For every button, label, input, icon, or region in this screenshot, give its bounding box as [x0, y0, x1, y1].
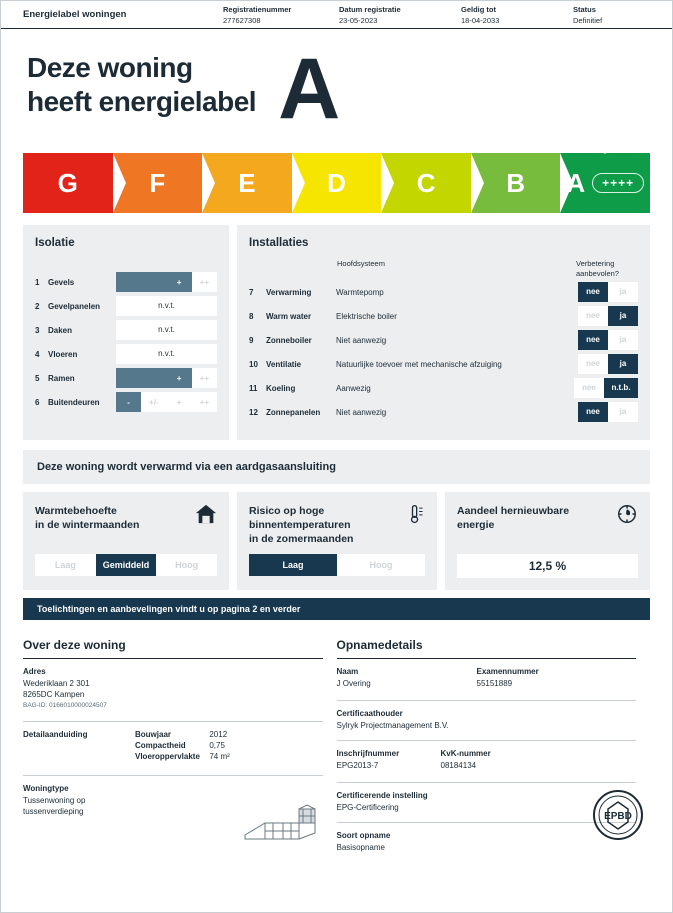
improvement-option[interactable]: nee	[578, 282, 608, 302]
svg-text:EPBD: EPBD	[604, 811, 632, 822]
over-woning-title: Over deze woning	[23, 638, 126, 652]
rating-cell: +	[167, 272, 192, 292]
row-number: 10	[249, 359, 258, 369]
rating-cell: +/-	[141, 392, 166, 412]
divider	[337, 700, 637, 701]
row-system: Niet aanwezig	[336, 335, 387, 345]
improvement-toggle[interactable]	[578, 354, 638, 374]
isolatie-row	[35, 272, 217, 292]
rating-cell	[141, 368, 166, 388]
gas-connection-strip	[23, 450, 650, 484]
improvement-option[interactable]: nee	[578, 402, 608, 422]
divider	[337, 782, 637, 783]
certificaathouder-label: Certificaathouder	[336, 709, 403, 718]
detail-key: Bouwjaar	[135, 730, 172, 739]
scale-letter: F	[149, 167, 166, 198]
document-header	[1, 1, 672, 29]
meta-value: 23-05-2023	[339, 15, 378, 25]
risico-option[interactable]: Laag	[249, 554, 337, 576]
soort-opname-value: Basisopname	[336, 843, 385, 852]
scale-letter: A	[566, 167, 586, 198]
certificaathouder-value: Sylryk Projectmanagement B.V.	[336, 721, 449, 730]
improvement-toggle[interactable]	[578, 402, 638, 422]
epbd-stamp-icon	[592, 789, 644, 846]
row-label: Verwarming	[266, 287, 312, 297]
kvk-label: KvK-nummer	[440, 749, 491, 758]
scale-notch	[202, 153, 215, 213]
meta-label: Registratienummer	[223, 4, 292, 14]
scale-notch	[292, 153, 305, 213]
energy-scale	[23, 153, 650, 213]
house-icon	[195, 503, 217, 530]
improvement-option[interactable]: nee	[578, 330, 608, 350]
isolatie-title: Isolatie	[35, 237, 75, 249]
meta-label: Status	[573, 4, 596, 14]
divider	[23, 775, 323, 776]
row-system: Natuurlijke toevoer met mechanische afzuiging	[336, 359, 502, 369]
risico-option[interactable]: Hoog	[337, 554, 425, 576]
leaf-battery-icon	[616, 503, 638, 530]
rating-cell: ++	[192, 272, 217, 292]
indicator-boxes	[23, 492, 650, 590]
document-title: Energielabel woningen	[23, 9, 127, 20]
scale-pointer	[592, 140, 618, 154]
detail-row	[135, 730, 245, 739]
installatie-row	[249, 354, 638, 374]
rating-cell: +	[167, 368, 192, 388]
scale-segment-G	[23, 153, 113, 213]
panel-installaties	[237, 225, 650, 440]
row-number: 9	[249, 335, 254, 345]
scale-segment-B	[471, 153, 561, 213]
improvement-toggle[interactable]	[578, 330, 638, 350]
row-system: Aanwezig	[336, 383, 371, 393]
not-applicable: n.v.t.	[158, 349, 175, 358]
isolatie-row	[35, 296, 217, 316]
row-label: Warm water	[266, 311, 312, 321]
row-number: 6	[35, 397, 40, 407]
hernieuwbaar-title: Aandeel hernieuwbare energie	[457, 505, 570, 531]
headline-line-2: heeft energielabel	[27, 86, 257, 117]
row-label: Zonneboiler	[266, 335, 312, 345]
isolatie-row	[35, 392, 217, 412]
col-verbetering	[576, 259, 638, 278]
scale-letter: E	[238, 167, 256, 198]
hernieuwbaar-value: 12,5 %	[457, 554, 638, 578]
row-label: Vloeren	[48, 349, 78, 359]
row-label: Gevels	[48, 277, 75, 287]
meta-label: Geldig tot	[461, 4, 496, 14]
energy-scale-bar	[23, 153, 650, 213]
risico-title: Risico op hoge binnentemperaturen in de zomermaanden	[249, 505, 354, 545]
opnamedetails	[337, 638, 651, 854]
detail-key: Compactheid	[135, 741, 186, 750]
warmtebehoefte-title: Warmtebehoefte in de wintermaanden	[35, 505, 140, 531]
naam-value: J Overing	[336, 679, 371, 688]
row-number: 4	[35, 349, 40, 359]
divider	[337, 658, 637, 659]
bottom-section	[23, 638, 650, 854]
meta-value: 277627308	[223, 15, 261, 25]
page-title	[27, 51, 256, 119]
improvement-option[interactable]: nee	[578, 306, 608, 326]
certificerende-instelling-value: EPG-Certificering	[336, 803, 399, 812]
energy-label-letter: A	[278, 41, 338, 137]
meta-value: 18-04-2033	[461, 15, 500, 25]
scale-letter: D	[327, 167, 346, 198]
scale-notch	[113, 153, 126, 213]
improvement-option[interactable]: ja	[608, 282, 638, 302]
naam-label: Naam	[336, 667, 359, 676]
warmtebehoefte-option[interactable]: Gemiddeld	[96, 554, 157, 576]
certificerende-instelling-label: Certificerende instelling	[336, 791, 428, 800]
detailaanduiding-label: Detailaanduiding	[23, 730, 88, 739]
detail-values	[135, 730, 245, 763]
improvement-toggle[interactable]	[578, 306, 638, 326]
improvement-option[interactable]: n.t.b.	[604, 378, 638, 398]
divider	[23, 658, 323, 659]
over-deze-woning	[23, 638, 337, 854]
examennummer-label: Examennummer	[476, 667, 539, 676]
rating-cell	[116, 272, 141, 292]
not-applicable: n.v.t.	[158, 301, 175, 310]
headline-block	[1, 29, 672, 137]
meta-geldig-tot	[461, 4, 547, 26]
woningtype-line1: Tussenwoning op	[23, 796, 86, 805]
soort-opname-label: Soort opname	[336, 831, 391, 840]
meta-label: Datum registratie	[339, 4, 401, 14]
examennummer-value: 55151889	[476, 679, 513, 688]
row-system: Warmtepomp	[336, 287, 384, 297]
adres-label: Adres	[23, 667, 46, 676]
inschrijfnummer-value: EPG2013-7	[336, 761, 379, 770]
col-hoofdsysteem: Hoofdsysteem	[337, 259, 385, 268]
isolatie-row	[35, 344, 217, 364]
not-applicable: n.v.t.	[158, 325, 175, 334]
installatie-row	[249, 402, 638, 422]
improvement-toggle[interactable]	[578, 282, 638, 302]
rating-bar	[116, 296, 217, 316]
scale-letter: C	[416, 167, 436, 198]
scale-notch	[381, 153, 394, 213]
isolatie-row	[35, 320, 217, 340]
row-number: 8	[249, 311, 254, 321]
house-diagram-icon	[243, 795, 321, 850]
rating-cell: ++	[192, 368, 217, 388]
scale-segment-F	[113, 153, 203, 213]
woningtype-line2: tussenverdieping	[23, 807, 84, 816]
meta-status	[573, 4, 633, 26]
installatie-row	[249, 306, 638, 326]
improvement-option[interactable]: nee	[578, 354, 608, 374]
row-label: Zonnepanelen	[266, 407, 321, 417]
row-label: Gevelpanelen	[48, 301, 101, 311]
adres-line1: Wederiklaan 2 301	[23, 679, 90, 688]
risico-options[interactable]	[249, 554, 425, 576]
scale-segment-A	[560, 153, 650, 213]
rating-cell	[116, 368, 141, 388]
improvement-option[interactable]: ja	[608, 306, 638, 326]
divider	[337, 740, 637, 741]
box-warmtebehoefte	[23, 492, 229, 590]
improvement-option[interactable]: nee	[574, 378, 604, 398]
row-number: 7	[249, 287, 254, 297]
headline-line-1: Deze woning	[27, 52, 193, 83]
thermometer-icon	[405, 503, 425, 530]
divider	[23, 721, 323, 722]
rating-cell: ++	[192, 392, 217, 412]
box-hernieuwbare-energie	[445, 492, 650, 590]
scale-plus-badge: ++++	[592, 173, 644, 193]
rating-cell: +	[167, 392, 192, 412]
kvk-value: 08184134	[440, 761, 477, 770]
meta-registratienummer	[223, 4, 313, 26]
rating-bar	[116, 392, 217, 412]
row-number: 3	[35, 325, 40, 335]
meta-value: Definitief	[573, 15, 603, 25]
rating-bar	[116, 368, 217, 388]
row-label: Ramen	[48, 373, 75, 383]
detail-key: Vloeroppervlakte	[135, 752, 200, 761]
toelichting-text: Toelichtingen en aanbevelingen vindt u op pagina 2 en verder	[37, 604, 301, 614]
row-system: Niet aanwezig	[336, 407, 387, 417]
row-system: Elektrische boiler	[336, 311, 397, 321]
panel-isolatie	[23, 225, 229, 440]
rating-bar	[116, 320, 217, 340]
inschrijfnummer-label: Inschrijfnummer	[336, 749, 400, 758]
improvement-toggle[interactable]	[574, 378, 638, 398]
toelichting-strip	[23, 598, 650, 620]
improvement-option[interactable]: ja	[608, 354, 638, 374]
adres-line2: 8265DC Kampen	[23, 690, 85, 699]
warmtebehoefte-options[interactable]	[35, 554, 217, 576]
detail-row	[135, 752, 245, 761]
scale-segment-C	[381, 153, 471, 213]
installatie-row	[249, 282, 638, 302]
detail-value: 2012	[209, 730, 228, 739]
detail-value: 0,75	[209, 741, 225, 750]
detail-value: 74 m²	[209, 752, 230, 761]
panels-row	[23, 225, 650, 440]
col-verbetering-line1: Verbetering	[576, 259, 615, 268]
opname-title: Opnamedetails	[336, 638, 423, 652]
row-number: 5	[35, 373, 40, 383]
header-meta-group	[223, 4, 662, 26]
bag-id: BAG-ID: 0166010000024507	[23, 702, 107, 709]
improvement-option[interactable]: ja	[608, 402, 638, 422]
rating-cell: -	[116, 392, 141, 412]
row-number: 1	[35, 277, 40, 287]
meta-datum-registratie	[339, 4, 435, 26]
row-label: Koeling	[266, 383, 296, 393]
installaties-column-headers	[249, 259, 638, 278]
rating-bar	[116, 344, 217, 364]
improvement-option[interactable]: ja	[608, 330, 638, 350]
rating-cell	[141, 272, 166, 292]
row-number: 11	[249, 383, 258, 393]
woningtype-label: Woningtype	[23, 784, 69, 793]
scale-segment-E	[202, 153, 292, 213]
installaties-title: Installaties	[249, 237, 309, 249]
scale-letter: B	[506, 167, 526, 198]
warmtebehoefte-option[interactable]: Hoog	[156, 554, 217, 576]
row-number: 2	[35, 301, 40, 311]
installatie-row	[249, 378, 638, 398]
col-verbetering-line2: aanbevolen?	[576, 268, 619, 278]
row-label: Buitendeuren	[48, 397, 100, 407]
isolatie-row	[35, 368, 217, 388]
detail-row	[135, 741, 245, 750]
rating-bar	[116, 272, 217, 292]
installatie-row	[249, 330, 638, 350]
warmtebehoefte-option[interactable]: Laag	[35, 554, 96, 576]
scale-segment-D	[292, 153, 382, 213]
gas-connection-text: Deze woning wordt verwarmd via een aardgasaansluiting	[37, 461, 336, 473]
box-risico	[237, 492, 437, 590]
scale-notch	[471, 153, 484, 213]
row-label: Ventilatie	[266, 359, 302, 369]
scale-letter: G	[57, 167, 78, 198]
row-number: 12	[249, 407, 258, 417]
row-label: Daken	[48, 325, 73, 335]
